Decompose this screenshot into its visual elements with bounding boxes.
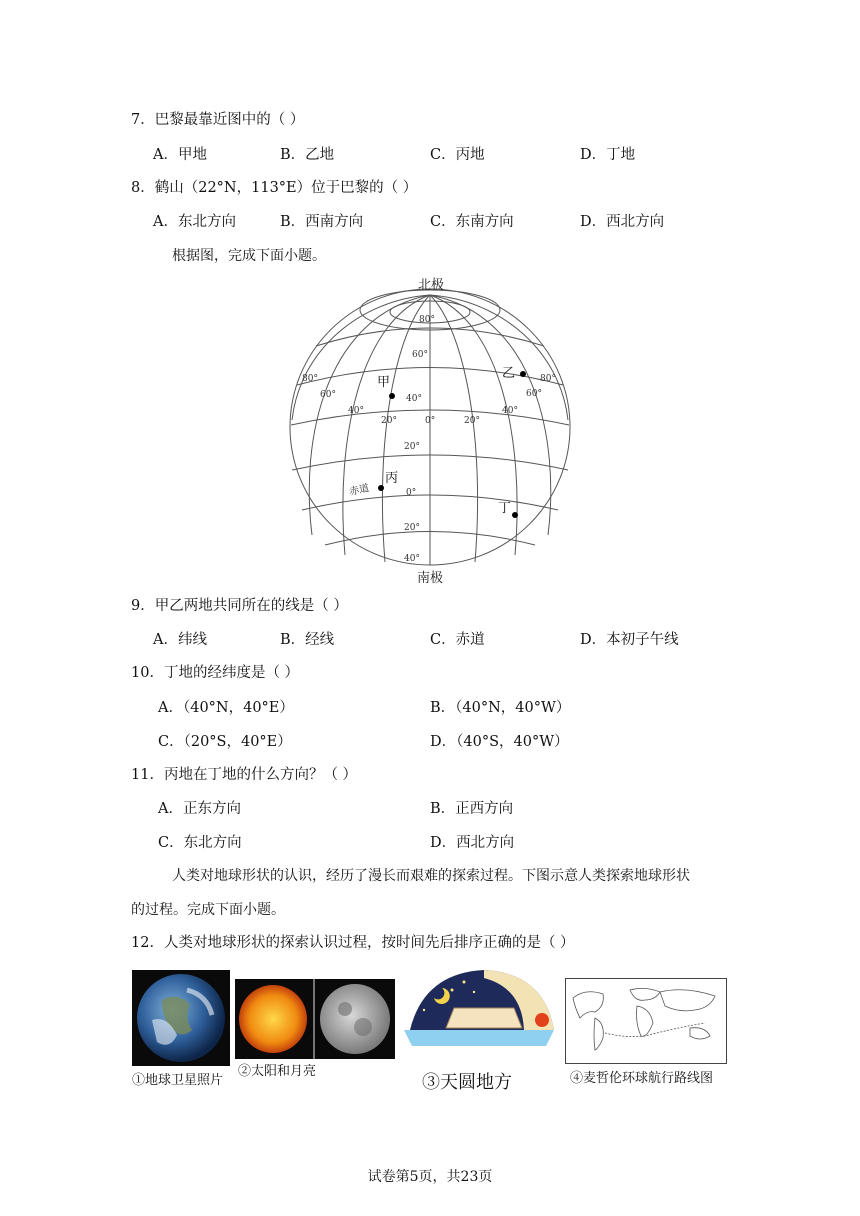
question-11-stem: 11．丙地在丁地的什么方向？（ ） [131,767,358,783]
moon-icon [320,984,390,1054]
question-12-stem: 12．人类对地球形状的探索认识过程，按时间先后排序正确的是（ ） [131,935,575,951]
lat-label-40: 40° [406,394,422,404]
lon-label-w80: 80° [302,374,318,384]
q10-option-b[interactable]: B．（40°N，40°W） [430,700,571,716]
lon-label-w60: 60° [320,390,336,400]
lat-label-0: 0° [406,488,417,498]
lon-label-e20: 20° [464,416,480,426]
q9-option-a[interactable]: A．纬线 [153,632,207,648]
figure-1-caption: ①地球卫星照片 [132,1073,224,1088]
figure-2-caption: ②太阳和月亮 [238,1064,317,1079]
figure-4-caption: ④麦哲伦环球航行路线图 [570,1071,714,1086]
q10-option-a[interactable]: A．（40°N，40°E） [158,700,294,716]
lon-label-e40: 40° [502,406,518,416]
q7-option-c[interactable]: C．丙地 [430,147,485,163]
point-jia-label: 甲 [377,375,391,390]
lat-label-60: 60° [412,350,428,360]
lon-label-e60: 60° [526,389,542,399]
earth-satellite-photo [132,970,230,1066]
point-bing-label: 丙 [385,471,399,486]
intro-earth-shape-line2: 的过程。完成下面小题。 [131,902,285,918]
sun-and-moon-image [235,979,395,1059]
figure-3-caption: ③天圆地方 [422,1072,512,1093]
question-7-stem: 7．巴黎最靠近图中的（ ） [131,112,305,128]
question-9-stem: 9．甲乙两地共同所在的线是（ ） [131,598,348,614]
north-pole-label: 北极 [418,278,445,293]
lon-label-0: 0° [425,416,436,426]
q10-option-c[interactable]: C．（20°S，40°E） [158,734,292,750]
q8-option-d[interactable]: D．西北方向 [580,214,665,230]
lat-label-s20: 20° [404,523,420,533]
lon-label-w20: 20° [381,416,397,426]
equator-label: 赤道 [348,483,371,498]
magellan-route-map [565,978,727,1064]
intro-earth-shape-line1: 人类对地球形状的认识，经历了漫长而艰难的探索过程。下图示意人类探索地球形状 [172,868,690,884]
globe-diagram [280,268,580,590]
lat-label-80: 80° [419,315,435,325]
lat-label-20: 20° [404,442,420,452]
q7-option-d[interactable]: D．丁地 [580,147,636,163]
q7-option-a[interactable]: A．甲地 [153,147,207,163]
lon-label-e80: 80° [540,374,556,384]
q11-option-b[interactable]: B．正西方向 [430,801,514,817]
q8-option-c[interactable]: C．东南方向 [430,214,514,230]
q11-option-c[interactable]: C．东北方向 [158,835,242,851]
question-8-stem: 8．鹤山（22°N，113°E）位于巴黎的（ ） [131,180,418,196]
question-10-stem: 10．丁地的经纬度是（ ） [131,665,300,681]
q9-option-c[interactable]: C．赤道 [430,632,485,648]
point-yi-label: 乙 [502,366,516,381]
q11-option-a[interactable]: A．正东方向 [158,801,241,817]
q9-option-b[interactable]: B．经线 [280,632,335,648]
q9-option-d[interactable]: D．本初子午线 [580,632,679,648]
page-footer: 试卷第5页，共23页 [367,1169,493,1185]
round-sky-square-earth-image [404,968,556,1068]
intro-globe: 根据图，完成下面小题。 [172,248,326,264]
sun-icon [239,985,307,1053]
point-ding [512,512,518,518]
point-bing [378,485,384,491]
q7-option-b[interactable]: B．乙地 [280,147,335,163]
point-ding-label: 丁 [498,501,512,516]
q8-option-b[interactable]: B．西南方向 [280,214,364,230]
south-pole-label: 南极 [417,571,444,586]
point-yi [520,371,526,377]
lon-label-w40: 40° [348,406,364,416]
q8-option-a[interactable]: A．东北方向 [153,214,236,230]
q10-option-d[interactable]: D．（40°S，40°W） [430,734,569,750]
point-jia [389,393,395,399]
lat-label-s40: 40° [404,554,420,564]
q11-option-d[interactable]: D．西北方向 [430,835,515,851]
